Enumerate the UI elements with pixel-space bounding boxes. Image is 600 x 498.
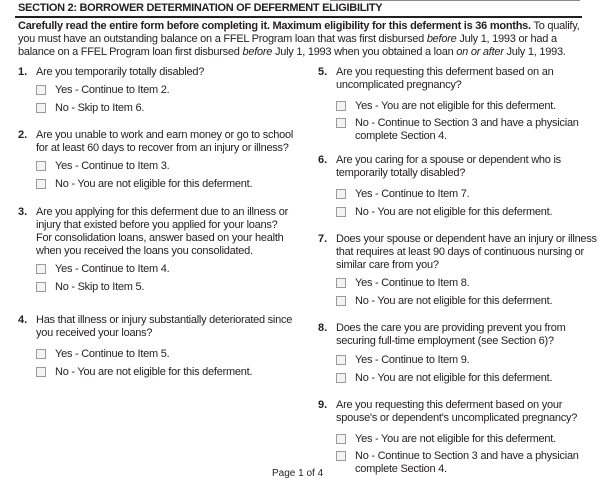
checkbox[interactable]	[336, 451, 346, 461]
question-text: Does your spouse or dependent have an injury or illness that requires at least 90 days of continuous nursing or similar care from you?	[336, 233, 597, 271]
option-label: No - You are not eligible for this deferment.	[55, 178, 253, 190]
checkbox[interactable]	[336, 373, 346, 383]
option-yes[interactable]	[36, 263, 296, 276]
option-yes[interactable]	[36, 160, 296, 173]
question-number: 6.	[318, 154, 328, 166]
option-no[interactable]	[36, 102, 296, 115]
question-number: 8.	[318, 322, 328, 334]
right-column	[318, 66, 598, 476]
question-number: 1.	[18, 66, 28, 78]
option-label: Yes - You are not eligible for this deferment.	[355, 100, 556, 112]
intro-text: July 1, 1993.	[503, 46, 566, 58]
intro-em: before	[426, 33, 457, 45]
option-yes[interactable]	[336, 100, 598, 113]
question-9	[318, 399, 598, 476]
question-6	[318, 154, 598, 219]
option-label: No - You are not eligible for this deferment.	[355, 206, 553, 218]
option-yes[interactable]	[36, 84, 296, 97]
checkbox[interactable]	[36, 282, 46, 292]
intro-bold: Carefully read the entire form before completing it. Maximum eligibility for this deferment is 36 months.	[18, 20, 531, 32]
option-label: Yes - Continue to Item 4.	[55, 263, 170, 275]
checkbox[interactable]	[336, 296, 346, 306]
option-label: No - You are not eligible for this deferment.	[355, 295, 553, 307]
option-no[interactable]	[336, 450, 598, 476]
checkbox[interactable]	[36, 264, 46, 274]
top-rule	[330, 0, 580, 1]
option-yes[interactable]	[36, 348, 296, 361]
option-label: No - Continue to Section 3 and have a physician complete Section 4.	[355, 117, 579, 142]
option-label: No - Skip to Item 5.	[55, 281, 145, 293]
question-number: 2.	[18, 129, 28, 141]
question-text: Are you caring for a spouse or dependent who is temporarily totally disabled?	[336, 154, 561, 179]
intro-em: before	[242, 46, 273, 58]
option-yes[interactable]	[336, 188, 598, 201]
question-text: Are you applying for this deferment due to an illness or injury that existed before you applied for your loans? For consolidation loans, answer based on your health when you received the loans you consolidated.	[36, 206, 288, 257]
question-text: Are you requesting this deferment based on your spouse's or dependent's uncomplicated pregnancy?	[336, 399, 578, 424]
option-label: Yes - You are not eligible for this deferment.	[355, 433, 556, 445]
question-text: Are you requesting this deferment based on an uncomplicated pregnancy?	[336, 66, 554, 91]
question-4	[18, 314, 296, 379]
option-label: No - You are not eligible for this deferment.	[55, 366, 253, 378]
option-yes[interactable]	[336, 433, 598, 446]
option-no[interactable]	[336, 206, 598, 219]
option-yes[interactable]	[336, 354, 598, 367]
option-label: No - You are not eligible for this deferment.	[355, 372, 553, 384]
page-number: Page 1 of 4	[272, 468, 324, 479]
question-number: 7.	[318, 233, 328, 245]
question-1	[18, 66, 296, 115]
intro-paragraph	[18, 20, 590, 59]
option-no[interactable]	[336, 372, 598, 385]
option-label: Yes - Continue to Item 2.	[55, 84, 170, 96]
checkbox[interactable]	[36, 161, 46, 171]
option-no[interactable]	[36, 366, 296, 379]
option-no[interactable]	[336, 117, 598, 143]
checkbox[interactable]	[36, 85, 46, 95]
option-label: Yes - Continue to Item 7.	[355, 188, 470, 200]
question-8	[318, 322, 598, 385]
checkbox[interactable]	[36, 103, 46, 113]
question-5	[318, 66, 598, 143]
question-text: Has that illness or injury substantially deteriorated since you received your loans?	[36, 314, 293, 339]
checkbox[interactable]	[36, 349, 46, 359]
question-number: 4.	[18, 314, 28, 326]
section-title: SECTION 2: BORROWER DETERMINATION OF DEFERMENT ELIGIBILITY	[18, 2, 383, 14]
section-rule	[15, 16, 582, 18]
question-number: 3.	[18, 206, 28, 218]
option-no[interactable]	[336, 295, 598, 308]
checkbox[interactable]	[336, 355, 346, 365]
checkbox[interactable]	[336, 278, 346, 288]
left-column	[18, 66, 296, 379]
intro-text: July 1, 1993 when you obtained a loan	[272, 46, 457, 58]
option-no[interactable]	[36, 178, 296, 191]
checkbox[interactable]	[336, 189, 346, 199]
checkbox[interactable]	[36, 367, 46, 377]
question-text: Are you temporarily totally disabled?	[36, 66, 205, 78]
option-label: No - Continue to Section 3 and have a physician complete Section 4.	[355, 450, 579, 475]
question-text: Does the care you are providing prevent you from securing full-time employment (see Section 6)?	[336, 322, 566, 347]
option-no[interactable]	[36, 281, 296, 294]
option-label: Yes - Continue to Item 9.	[355, 354, 470, 366]
question-7	[318, 233, 598, 308]
option-label: No - Skip to Item 6.	[55, 102, 145, 114]
intro-text: July 1, 1993 or had a balance on a FFEL Program loan first disbursed	[18, 33, 557, 58]
question-2	[18, 129, 296, 191]
option-label: Yes - Continue to Item 3.	[55, 160, 170, 172]
intro-em: on or after	[456, 46, 504, 58]
option-yes[interactable]	[336, 277, 598, 290]
checkbox[interactable]	[336, 207, 346, 217]
option-label: Yes - Continue to Item 8.	[355, 277, 470, 289]
checkbox[interactable]	[36, 179, 46, 189]
checkbox[interactable]	[336, 434, 346, 444]
question-number: 9.	[318, 399, 328, 411]
question-text: Are you unable to work and earn money or go to school for at least 60 days to recover from an injury or illness?	[36, 129, 294, 154]
checkbox[interactable]	[336, 118, 346, 128]
option-label: Yes - Continue to Item 5.	[55, 348, 170, 360]
question-3	[18, 206, 296, 294]
question-number: 5.	[318, 66, 328, 78]
intro-text: To qualify, you must have an outstanding balance on a FFEL Program loan that was first disbursed	[18, 20, 580, 45]
checkbox[interactable]	[336, 101, 346, 111]
